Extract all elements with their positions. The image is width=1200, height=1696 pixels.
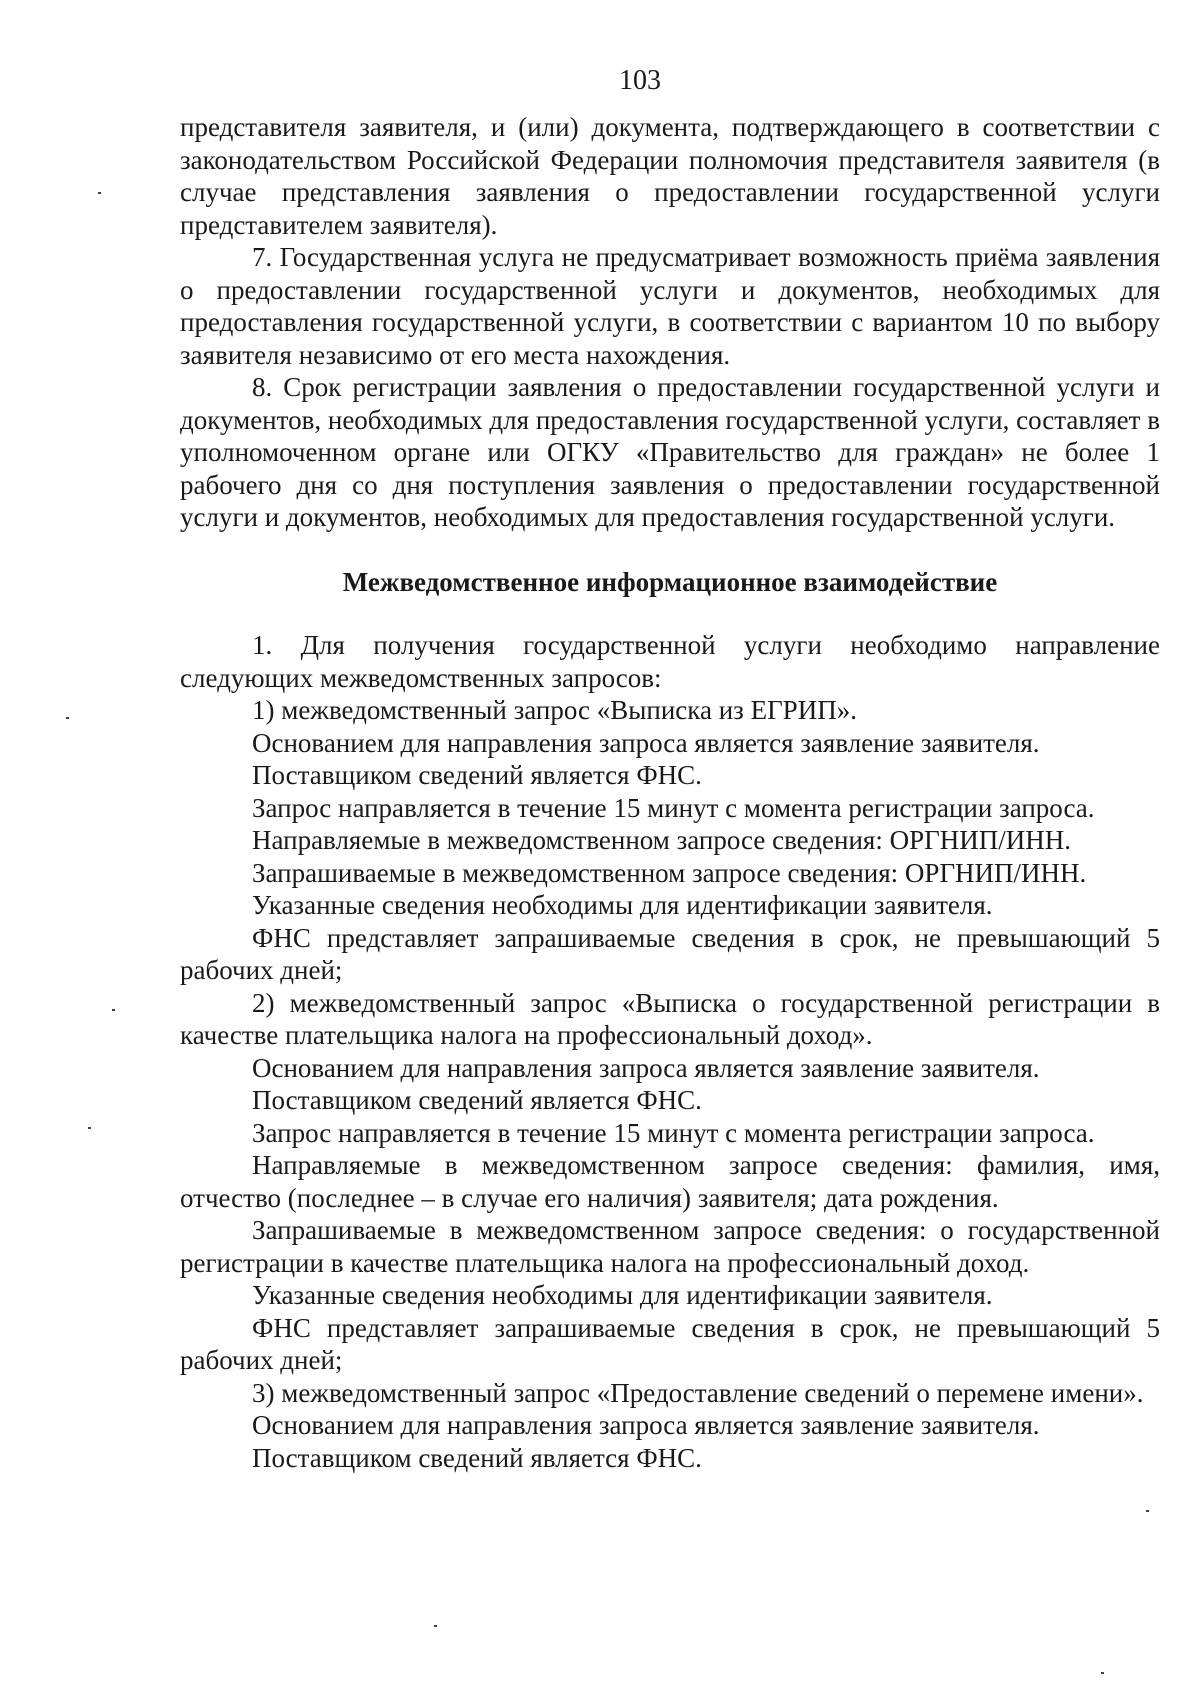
paragraph: Направляемые в межведомственном запросе сведения: фамилия, имя, отчество (последнее – в случае его наличия) заявителя; дата рождения. <box>180 1150 1160 1213</box>
scan-speck <box>434 1625 437 1627</box>
paragraph: Поставщиком сведений является ФНС. <box>252 1442 702 1473</box>
paragraph: 3) межведомственный запрос «Предоставление сведений о перемене имени». <box>252 1377 1144 1408</box>
paragraph: Поставщиком сведений является ФНС. <box>252 760 702 790</box>
paragraph: ФНС представляет запрашиваемые сведения в срок, не превышающий 5 рабочих дней; <box>180 1312 1160 1375</box>
paragraph: 1. Для получения государственной услуги необходимо направление следующих межведомственных запросов: <box>180 630 1160 693</box>
paragraph: Направляемые в межведомственном запросе сведения: ОРГНИП/ИНН. <box>252 825 1071 855</box>
paragraph: Основанием для направления запроса является заявление заявителя. <box>252 727 1040 758</box>
scan-speck <box>98 192 101 194</box>
paragraph: Указанные сведения необходимы для идентификации заявителя. <box>252 1280 993 1310</box>
scan-speck <box>1101 1672 1104 1674</box>
paragraph: Основанием для направления запроса является заявление заявителя. <box>252 1052 1040 1083</box>
section-heading: Межведомственное информационное взаимодействие <box>342 566 998 597</box>
scan-speck <box>66 717 69 719</box>
paragraph: Запрашиваемые в межведомственном запросе сведения: ОРГНИП/ИНН. <box>252 857 1087 888</box>
scan-speck <box>1146 1510 1149 1512</box>
paragraph: 7. Государственная услуга не предусматривает возможность приёма заявления о предоставлении государственной услуги и документов, необходимых для предоставления государственной услуги, в соответствии с вариантом 10 по выбору заявителя независимо от его места нахождения. <box>180 242 1160 370</box>
scan-speck <box>112 1009 115 1011</box>
paragraph: 1) межведомственный запрос «Выписка из ЕГРИП». <box>252 695 857 725</box>
document-body <box>180 111 1160 1474</box>
scan-speck <box>88 1127 91 1129</box>
paragraph: 2) межведомственный запрос «Выписка о государственной регистрации в качестве плательщика налога на профессиональный доход». <box>180 987 1160 1050</box>
paragraph: Поставщиком сведений является ФНС. <box>252 1085 702 1115</box>
paragraph: ФНС представляет запрашиваемые сведения в срок, не превышающий 5 рабочих дней; <box>180 922 1160 985</box>
paragraph: Основанием для направления запроса является заявление заявителя. <box>252 1410 1040 1440</box>
page-number: 103 <box>619 65 661 96</box>
paragraph: Запрос направляется в течение 15 минут с момента регистрации запроса. <box>252 1117 1095 1148</box>
paragraph: 8. Срок регистрации заявления о предоставлении государственной услуги и документов, необходимых для предоставления государственной услуги, составляет в уполномоченном органе или ОГКУ «Правительство для граждан» не более 1 рабочего дня со дня поступления заявления о предоставлении государственной услуги и документов, необходимых для предоставления государственной услуги. <box>180 372 1160 532</box>
paragraph: представителя заявителя, и (или) документа, подтверждающего в соответствии с законодательством Российской Федерации полномочия представителя заявителя (в случае представления заявления о предоставлении государственной услуги представителем заявителя). <box>180 112 1160 240</box>
paragraph: Запрос направляется в течение 15 минут с момента регистрации запроса. <box>252 792 1095 823</box>
paragraph: Запрашиваемые в межведомственном запросе сведения: о государственной регистрации в качестве плательщика налога на профессиональный доход. <box>180 1215 1160 1278</box>
paragraph: Указанные сведения необходимы для идентификации заявителя. <box>252 890 993 920</box>
